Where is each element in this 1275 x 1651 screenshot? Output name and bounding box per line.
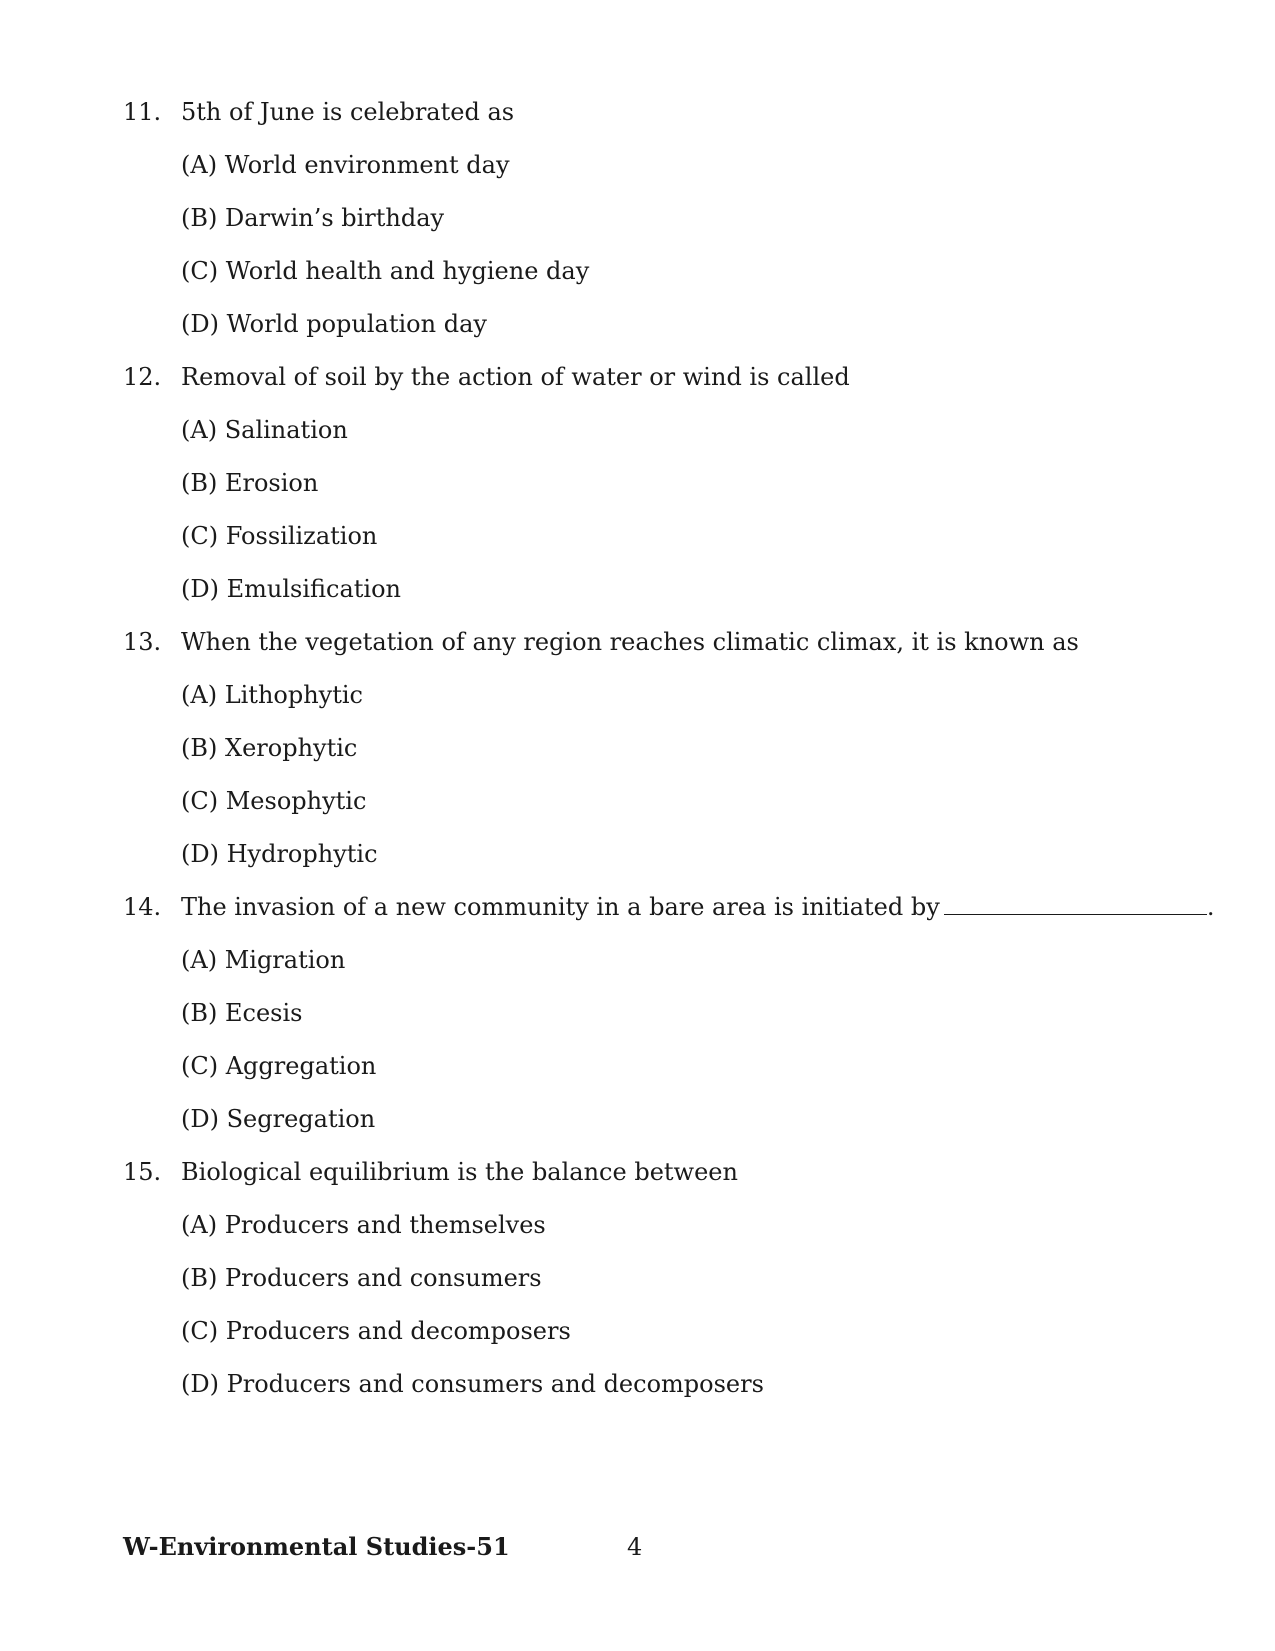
option-b: (B) Erosion bbox=[181, 469, 319, 497]
question-number: 15. bbox=[123, 1158, 162, 1186]
option-a: (A) Producers and themselves bbox=[181, 1211, 546, 1239]
question-text: When the vegetation of any region reaches climatic climax, it is known as bbox=[181, 628, 1079, 656]
footer-page-number: 4 bbox=[627, 1533, 643, 1561]
option-b: (B) Producers and consumers bbox=[181, 1264, 542, 1292]
option-a: (A) World environment day bbox=[181, 151, 510, 179]
option-d: (D) World population day bbox=[181, 310, 487, 338]
option-b: (B) Xerophytic bbox=[181, 734, 358, 762]
question-text-end: . bbox=[1206, 893, 1215, 921]
option-d: (D) Emulsification bbox=[181, 575, 401, 603]
footer-paper-code: W-Environmental Studies-51 bbox=[123, 1532, 510, 1561]
question-number: 11. bbox=[123, 98, 162, 126]
question-text: Biological equilibrium is the balance between bbox=[181, 1158, 738, 1186]
option-b: (B) Ecesis bbox=[181, 999, 303, 1027]
option-c: (C) Fossilization bbox=[181, 522, 378, 550]
option-a: (A) Lithophytic bbox=[181, 681, 363, 709]
option-a: (A) Salination bbox=[181, 416, 348, 444]
option-d: (D) Hydrophytic bbox=[181, 840, 378, 868]
fill-in-blank bbox=[944, 892, 1207, 915]
option-a: (A) Migration bbox=[181, 946, 346, 974]
question-number: 14. bbox=[123, 893, 162, 921]
option-c: (C) Aggregation bbox=[181, 1052, 377, 1080]
question-text: 5th of June is celebrated as bbox=[181, 98, 515, 126]
question-text: The invasion of a new community in a bare area is initiated by bbox=[181, 893, 940, 921]
option-b: (B) Darwin’s birthday bbox=[181, 204, 445, 232]
question-text-wrap bbox=[181, 892, 1214, 922]
question-number: 13. bbox=[123, 628, 162, 656]
question-text: Removal of soil by the action of water or wind is called bbox=[181, 363, 850, 391]
option-d: (D) Producers and consumers and decomposers bbox=[181, 1370, 764, 1398]
option-d: (D) Segregation bbox=[181, 1105, 376, 1133]
option-c: (C) Producers and decomposers bbox=[181, 1317, 571, 1345]
question-number: 12. bbox=[123, 363, 162, 391]
option-c: (C) Mesophytic bbox=[181, 787, 367, 815]
option-c: (C) World health and hygiene day bbox=[181, 257, 590, 285]
